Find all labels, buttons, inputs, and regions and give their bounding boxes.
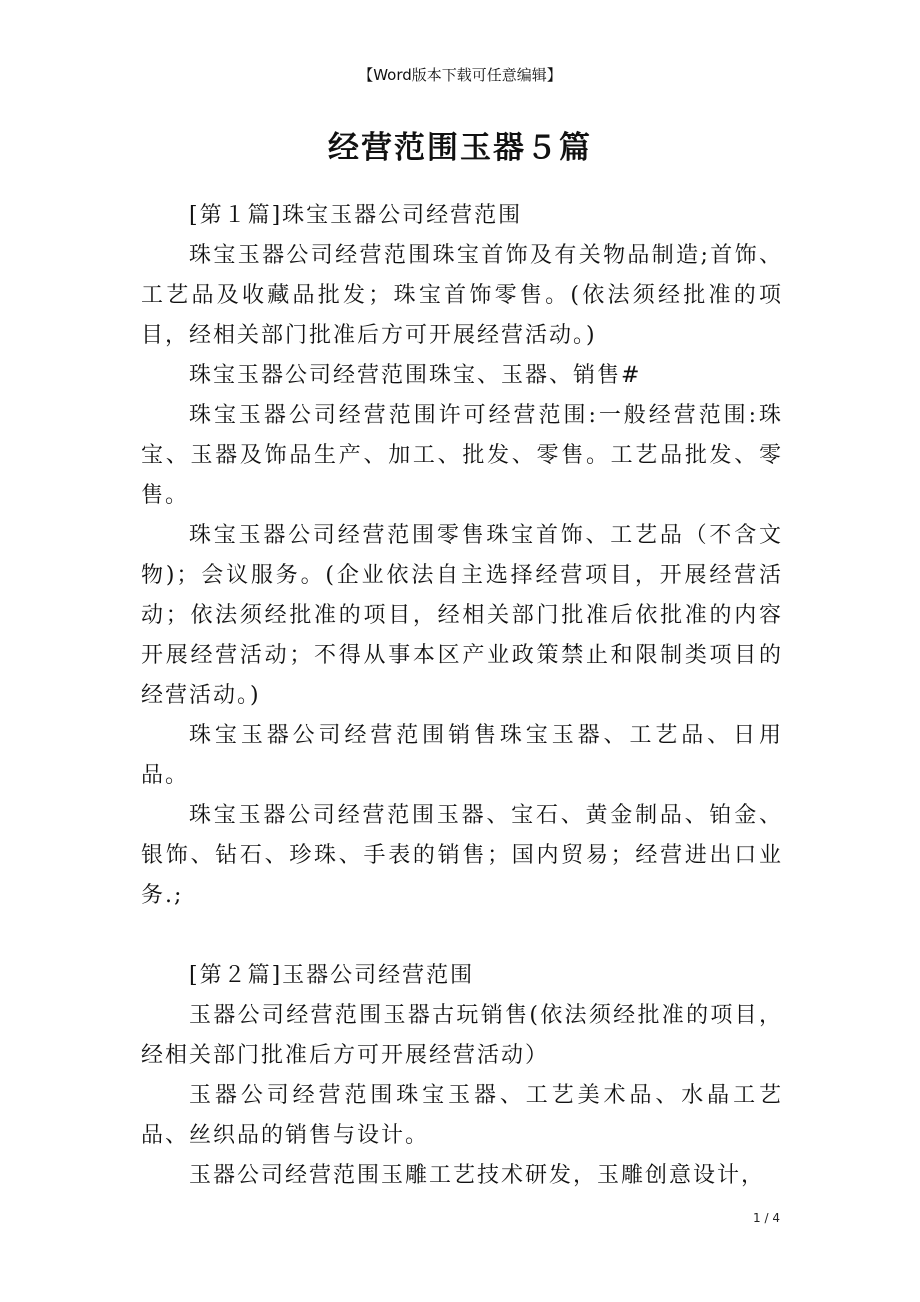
paragraph: 珠宝玉器公司经营范围玉器、宝石、黄金制品、铂金、银饰、钻石、珍珠、手表的销售；国内贸易；经营进出口业务.; <box>141 803 783 908</box>
section-spacer <box>141 916 783 956</box>
section-1 <box>141 196 783 916</box>
paragraph: 玉器公司经营范围玉器古玩销售(依法须经批准的项目，经相关部门批准后方可开展经营活动） <box>141 1003 783 1068</box>
paragraph: 玉器公司经营范围玉雕工艺技术研发，玉雕创意设计， <box>189 1163 766 1188</box>
paragraph: 珠宝玉器公司经营范围许可经营范围:一般经营范围:珠宝、玉器及饰品生产、加工、批发、零售。工艺品批发、零售。 <box>141 403 783 508</box>
page-header-note: 【Word版本下载可任意编辑】 <box>358 66 562 84</box>
document-title: 经营范围玉器５篇 <box>328 130 592 166</box>
section-heading: [第１篇]珠宝玉器公司经营范围 <box>189 203 523 228</box>
section-heading: [第２篇]玉器公司经营范围 <box>189 963 475 988</box>
document-body <box>141 196 783 1196</box>
paragraph: 珠宝玉器公司经营范围珠宝首饰及有关物品制造;首饰、工艺品及收藏品批发；珠宝首饰零售。(依法须经批准的项目，经相关部门批准后方可开展经营活动。) <box>141 243 783 348</box>
paragraph: 珠宝玉器公司经营范围零售珠宝首饰、工艺品（不含文物)；会议服务。(企业依法自主选择经营项目，开展经营活动；依法须经批准的项目，经相关部门批准后依批准的内容开展经营活动；不得从事本区产业政策禁止和限制类项目的经营活动。) <box>141 523 783 708</box>
paragraph: 珠宝玉器公司经营范围销售珠宝玉器、工艺品、日用品。 <box>141 723 783 788</box>
paragraph: 玉器公司经营范围珠宝玉器、工艺美术品、水晶工艺品、丝织品的销售与设计。 <box>141 1083 783 1148</box>
page-number: 1 / 4 <box>753 1211 780 1225</box>
paragraph: 珠宝玉器公司经营范围珠宝、玉器、销售# <box>189 363 642 388</box>
section-2 <box>141 956 783 1196</box>
